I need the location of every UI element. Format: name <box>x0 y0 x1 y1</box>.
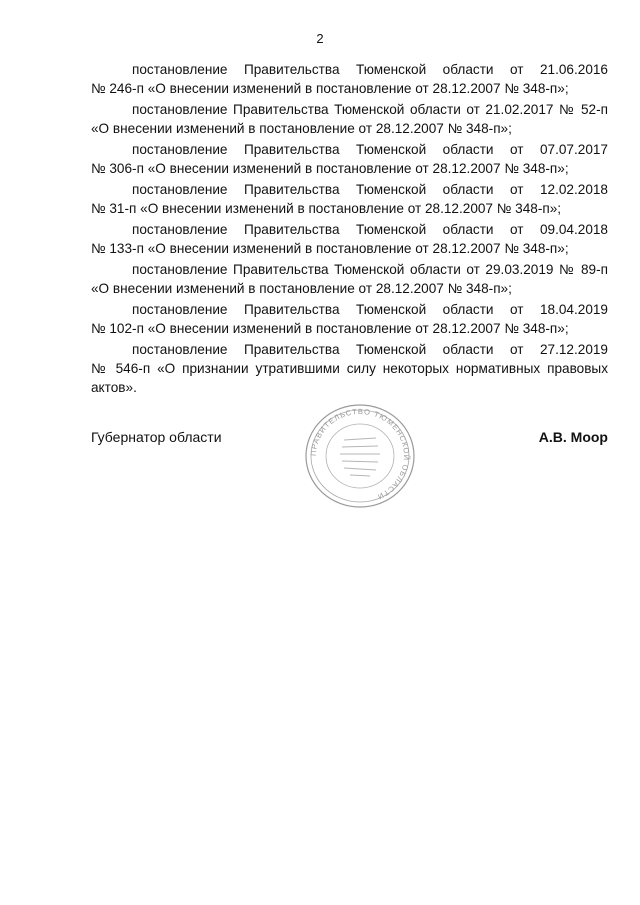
list-item-line-2: № 246-п «О внесении изменений в постановление от 28.12.2007 № 348-п»; <box>91 81 569 96</box>
list-item-line-1: постановление Правительства Тюменской области от 21.06.2016 <box>132 62 608 77</box>
list-item-line-2: № 306-п «О внесении изменений в постановление от 28.12.2007 № 348-п»; <box>91 161 569 176</box>
list-item-line-2: № 546-п «О признании утратившими силу некоторых нормативных правовых <box>91 361 608 376</box>
list-item <box>91 300 608 338</box>
signatory-name: А.В. Моор <box>538 429 608 445</box>
list-item <box>91 260 608 298</box>
list-item <box>91 220 608 258</box>
list-item-line-1: постановление Правительства Тюменской области от 09.04.2018 <box>132 222 608 237</box>
list-item-line-1: постановление Правительства Тюменской области от 27.12.2019 <box>132 342 608 357</box>
official-seal <box>300 402 420 510</box>
list-item-line-1: постановление Правительства Тюменской области от 12.02.2018 <box>132 182 608 197</box>
list-item-line-1: постановление Правительства Тюменской области от 07.07.2017 <box>132 142 608 157</box>
list-item <box>91 140 608 178</box>
list-item <box>91 100 608 138</box>
document-body <box>91 60 608 399</box>
signatory-title: Губернатор области <box>91 429 222 445</box>
page-number: 2 <box>316 31 324 46</box>
list-item-line-1: постановление Правительства Тюменской области от 29.03.2019 № 89-п <box>132 262 608 277</box>
list-item <box>91 60 608 98</box>
list-item-line-3: актов». <box>91 380 137 395</box>
seal-stamp-icon <box>300 402 420 510</box>
list-item-line-2: № 31-п «О внесении изменений в постановление от 28.12.2007 № 348-п»; <box>91 201 562 216</box>
list-item-line-1: постановление Правительства Тюменской области от 18.04.2019 <box>132 302 608 317</box>
seal-text: ПРАВИТЕЛЬСТВО ТЮМЕНСКОЙ ОБЛАСТИ <box>308 406 412 502</box>
list-item-line-2: № 102-п «О внесении изменений в постановление от 28.12.2007 № 348-п»; <box>91 321 569 336</box>
list-item <box>91 340 608 397</box>
list-item-line-1: постановление Правительства Тюменской области от 21.02.2017 № 52-п <box>132 102 608 117</box>
list-item <box>91 180 608 218</box>
list-item-line-2: «О внесении изменений в постановление от 28.12.2007 № 348-п»; <box>91 281 512 296</box>
list-item-line-2: «О внесении изменений в постановление от 28.12.2007 № 348-п»; <box>91 121 512 136</box>
list-item-line-2: № 133-п «О внесении изменений в постановление от 28.12.2007 № 348-п»; <box>91 241 569 256</box>
